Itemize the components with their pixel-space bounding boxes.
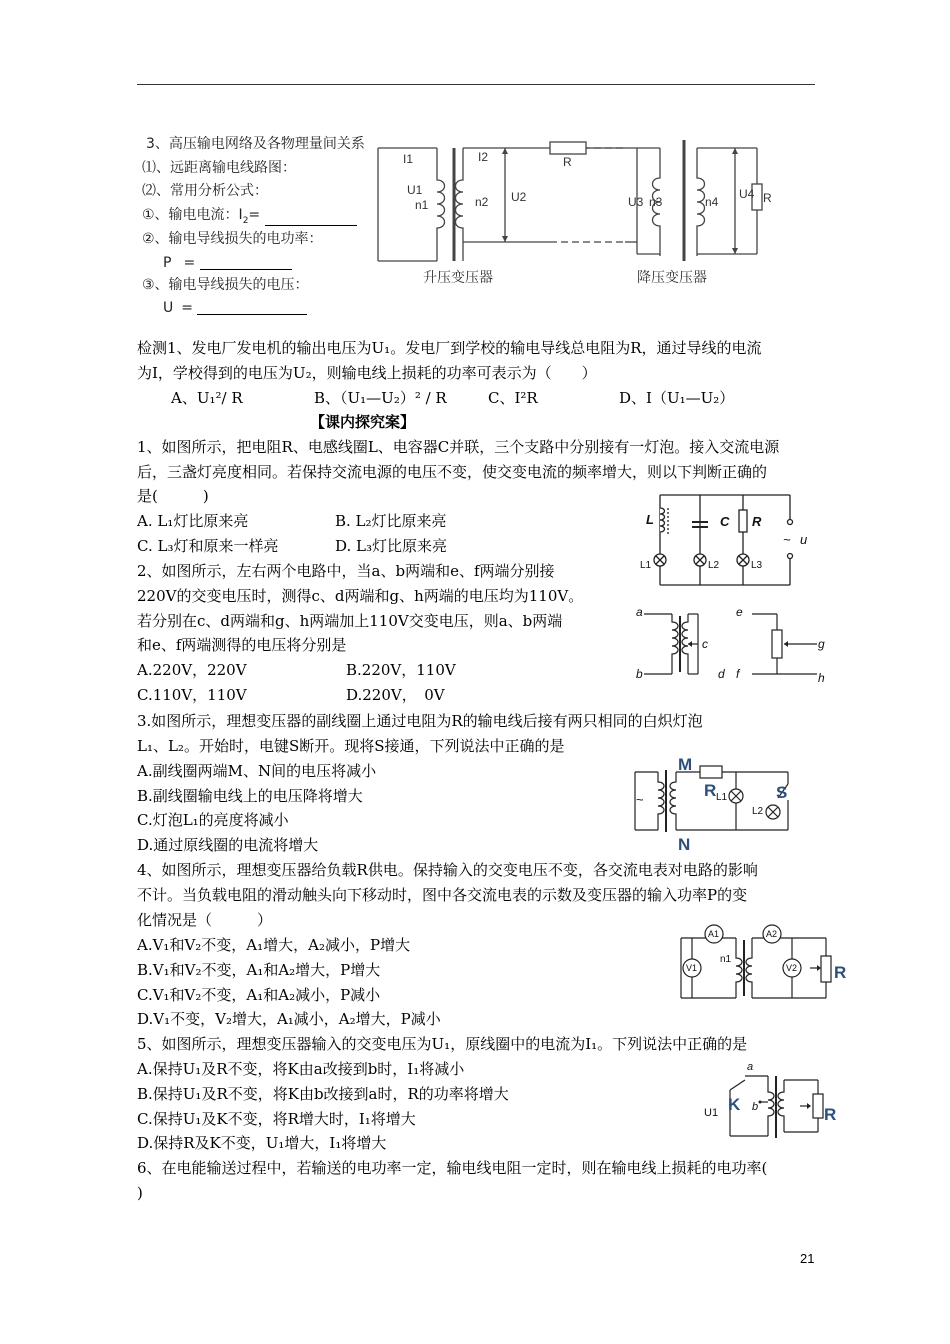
q1-label-L: L [646, 512, 654, 527]
q5-label-K: K [728, 1095, 741, 1114]
q1-label-tilde: ~ [783, 532, 791, 547]
q4-line3: 化情况是（ ） [137, 911, 273, 929]
q1-line2: 后，三盏灯亮度相同。若保持交流电源的电压不变，使交变电流的频率增大，则以下判断正确的 [137, 463, 768, 481]
q4-label-V1: V1 [686, 963, 698, 973]
q1-circuit-figure [640, 490, 810, 590]
q1-label-C: C [720, 514, 730, 529]
label-step-down: 降压变压器 [637, 269, 707, 285]
q5-option-c[interactable]: C.保持U₁及K不变，将R增大时，I₁将增大 [137, 1110, 416, 1128]
item-1: ⑴、远距离输电线路图： [142, 160, 296, 176]
answer-blank-2[interactable] [200, 269, 292, 270]
check1-option-c[interactable]: C、I²R [488, 389, 538, 407]
q2-label-c: c [702, 637, 708, 651]
q3-option-d[interactable]: D.通过原线圈的电流将增大 [137, 836, 319, 854]
q2-line4: 和e、f两端测得的电压将分别是 [137, 636, 347, 654]
q3-label-L1: L1 [716, 792, 728, 803]
q1-option-c[interactable]: C. L₃灯和原来一样亮 [137, 537, 279, 555]
q2-label-h: h [818, 671, 825, 685]
q5-label-a: a [747, 1061, 754, 1073]
q2-option-c[interactable]: C.110V，110V [137, 686, 247, 704]
q2-label-d: d [718, 667, 725, 681]
q3-option-a[interactable]: A.副线圈两端M、N间的电压将减小 [137, 762, 377, 780]
q3-label-tilde: ~ [636, 792, 644, 807]
q3-label-M: M [678, 755, 693, 774]
q4-option-a[interactable]: A.V₁和V₂不变，A₁增大，A₂减小，P增大 [137, 936, 411, 954]
q3-option-b[interactable]: B.副线圈输电线上的电压降将增大 [137, 787, 363, 805]
formula-voltage-label: ③、输电导线损失的电压： [142, 277, 309, 293]
page-number: 21 [800, 1251, 815, 1266]
q4-label-R: R [834, 963, 847, 982]
q1-option-b[interactable]: B. L₂灯比原来亮 [335, 512, 447, 530]
q2-line2: 220V的交变电压时，测得c、d两端和g、h两端的电压均为110V。 [137, 587, 584, 605]
label-U4: U4 [739, 187, 755, 201]
label-line-R: R [563, 155, 572, 169]
q4-label-A2: A2 [766, 929, 778, 939]
q3-option-c[interactable]: C.灯泡L₁的亮度将减小 [137, 811, 289, 829]
check1-line2: 为I，学校得到的电压为U₂，则输电线上损耗的功率可表示为（ ） [137, 364, 597, 382]
q5-line1: 5、如图所示，理想变压器输入的交变电压为U₁，原线圈中的电流为I₁。下列说法中正确的是 [137, 1035, 748, 1053]
q5-circuit-figure [700, 1062, 845, 1142]
q2-line1: 2、如图所示，左右两个电路中，当a、b两端和e、f两端分别接 [137, 562, 555, 580]
q3-line2: L₁、L₂。开始时，电键S断开。现将S接通，下列说法中正确的是 [137, 737, 565, 755]
q1-option-d[interactable]: D. L₃灯比原来亮 [335, 537, 448, 555]
section-heading: 【课内探究案】 [310, 413, 416, 431]
label-n3: n3 [649, 195, 663, 209]
label-U1: U1 [407, 183, 423, 197]
q4-label-n1: n1 [720, 954, 732, 965]
q3-label-L2: L2 [752, 806, 764, 817]
q2-option-d[interactable]: D.220V， 0V [346, 686, 445, 704]
q1-line1: 1、如图所示，把电阻R、电感线圈L、电容器C并联，三个支路中分别接有一灯泡。接入交流电源 [137, 438, 780, 456]
q2-circuit-figure [632, 604, 827, 684]
label-I2: I2 [478, 150, 489, 164]
label-U3: U3 [628, 195, 644, 209]
q5-option-b[interactable]: B.保持U₁及R不变，将K由b改接到a时，R的功率将增大 [137, 1085, 509, 1103]
q6-line2: ) [137, 1184, 143, 1202]
q2-line3: 若分别在c、d两端和g、h两端加上110V交变电压，则a、b两端 [137, 612, 563, 630]
q3-label-S: S [776, 783, 788, 802]
q1-label-L1: L1 [640, 560, 652, 571]
q2-label-e: e [736, 605, 743, 619]
formula-power-label: ②、输电导线损失的电功率： [142, 231, 323, 247]
q6-line1: 6、在电能输送过程中，若输送的电功率一定，输电线电阻一定时，则在输电线上损耗的电功率( [137, 1159, 768, 1177]
q2-label-b: b [636, 667, 643, 681]
item-2: ⑵、常用分析公式： [142, 183, 268, 199]
q4-option-d[interactable]: D.V₁不变，V₂增大，A₁减小，A₂增大，P减小 [137, 1010, 441, 1028]
formula-voltage: U = [163, 301, 307, 315]
label-load-R: R [763, 191, 772, 205]
q5-label-R: R [824, 1105, 837, 1124]
formula-current: ①、输电电流：$I_2=$ [142, 208, 357, 226]
q3-line1: 3.如图所示，理想变压器的副线圈上通过电阻为R的输电线后接有两只相同的白炽灯泡 [137, 712, 703, 730]
q4-line1: 4、如图所示，理想变压器给负载R供电。保持输入的交变电压不变，各交流电表对电路的影响 [137, 861, 758, 879]
q4-label-A1: A1 [708, 929, 720, 939]
check1-option-d[interactable]: D、I（U₁—U₂） [619, 389, 735, 407]
label-I1: I1 [403, 152, 414, 166]
q2-option-a[interactable]: A.220V，220V [137, 661, 247, 679]
section-3-title: 3、高压输电网络及各物理量间关系 [146, 136, 365, 152]
transmission-diagram [375, 136, 770, 286]
q4-label-V2: V2 [786, 963, 798, 973]
q2-label-g: g [818, 637, 825, 651]
q3-label-R: R [704, 781, 717, 800]
label-n1: n1 [415, 198, 429, 212]
q5-option-d[interactable]: D.保持R及K不变，U₁增大，I₁将增大 [137, 1134, 387, 1152]
q1-label-u: u [800, 532, 808, 547]
q1-label-L3: L3 [751, 560, 763, 571]
answer-blank-3[interactable] [197, 314, 307, 315]
q2-label-a: a [636, 605, 643, 619]
q1-option-a[interactable]: A. L₁灯比原来亮 [137, 512, 249, 530]
q4-option-c[interactable]: C.V₁和V₂不变，A₁和A₂减小，P减小 [137, 986, 381, 1004]
q4-line2: 不计。当负载电阻的滑动触头向下移动时，图中各交流电表的示数及变压器的输入功率P的变 [137, 886, 748, 904]
check1-option-a[interactable]: A、U₁²/ R [171, 389, 243, 407]
q4-circuit-figure [676, 922, 851, 1004]
label-n2: n2 [475, 195, 489, 209]
header-rule [137, 84, 815, 85]
q4-option-b[interactable]: B.V₁和V₂不变，A₁和A₂增大，P增大 [137, 961, 381, 979]
q2-label-f: f [736, 667, 740, 681]
formula-power: P = [163, 256, 292, 270]
label-U2: U2 [511, 190, 527, 204]
q5-label-U1: U1 [704, 1107, 719, 1119]
q1-label-L2: L2 [708, 560, 720, 571]
q1-line3: 是( ) [137, 487, 209, 505]
check1-line1: 检测1、发电厂发电机的输出电压为U₁。发电厂到学校的输电导线总电阻为R，通过导线的电流 [137, 339, 762, 357]
label-n4: n4 [705, 195, 719, 209]
answer-blank-1[interactable] [265, 225, 357, 226]
q1-label-R: R [752, 514, 762, 529]
q5-label-b: b [752, 1101, 759, 1113]
q5-option-a[interactable]: A.保持U₁及R不变，将K由a改接到b时，I₁将减小 [137, 1060, 465, 1078]
check1-option-b[interactable]: B、（U₁—U₂）² / R [314, 389, 447, 407]
q3-circuit-figure [630, 756, 800, 852]
label-step-up: 升压变压器 [423, 269, 493, 285]
q3-label-N: N [678, 835, 691, 854]
q2-option-b[interactable]: B.220V，110V [346, 661, 456, 679]
